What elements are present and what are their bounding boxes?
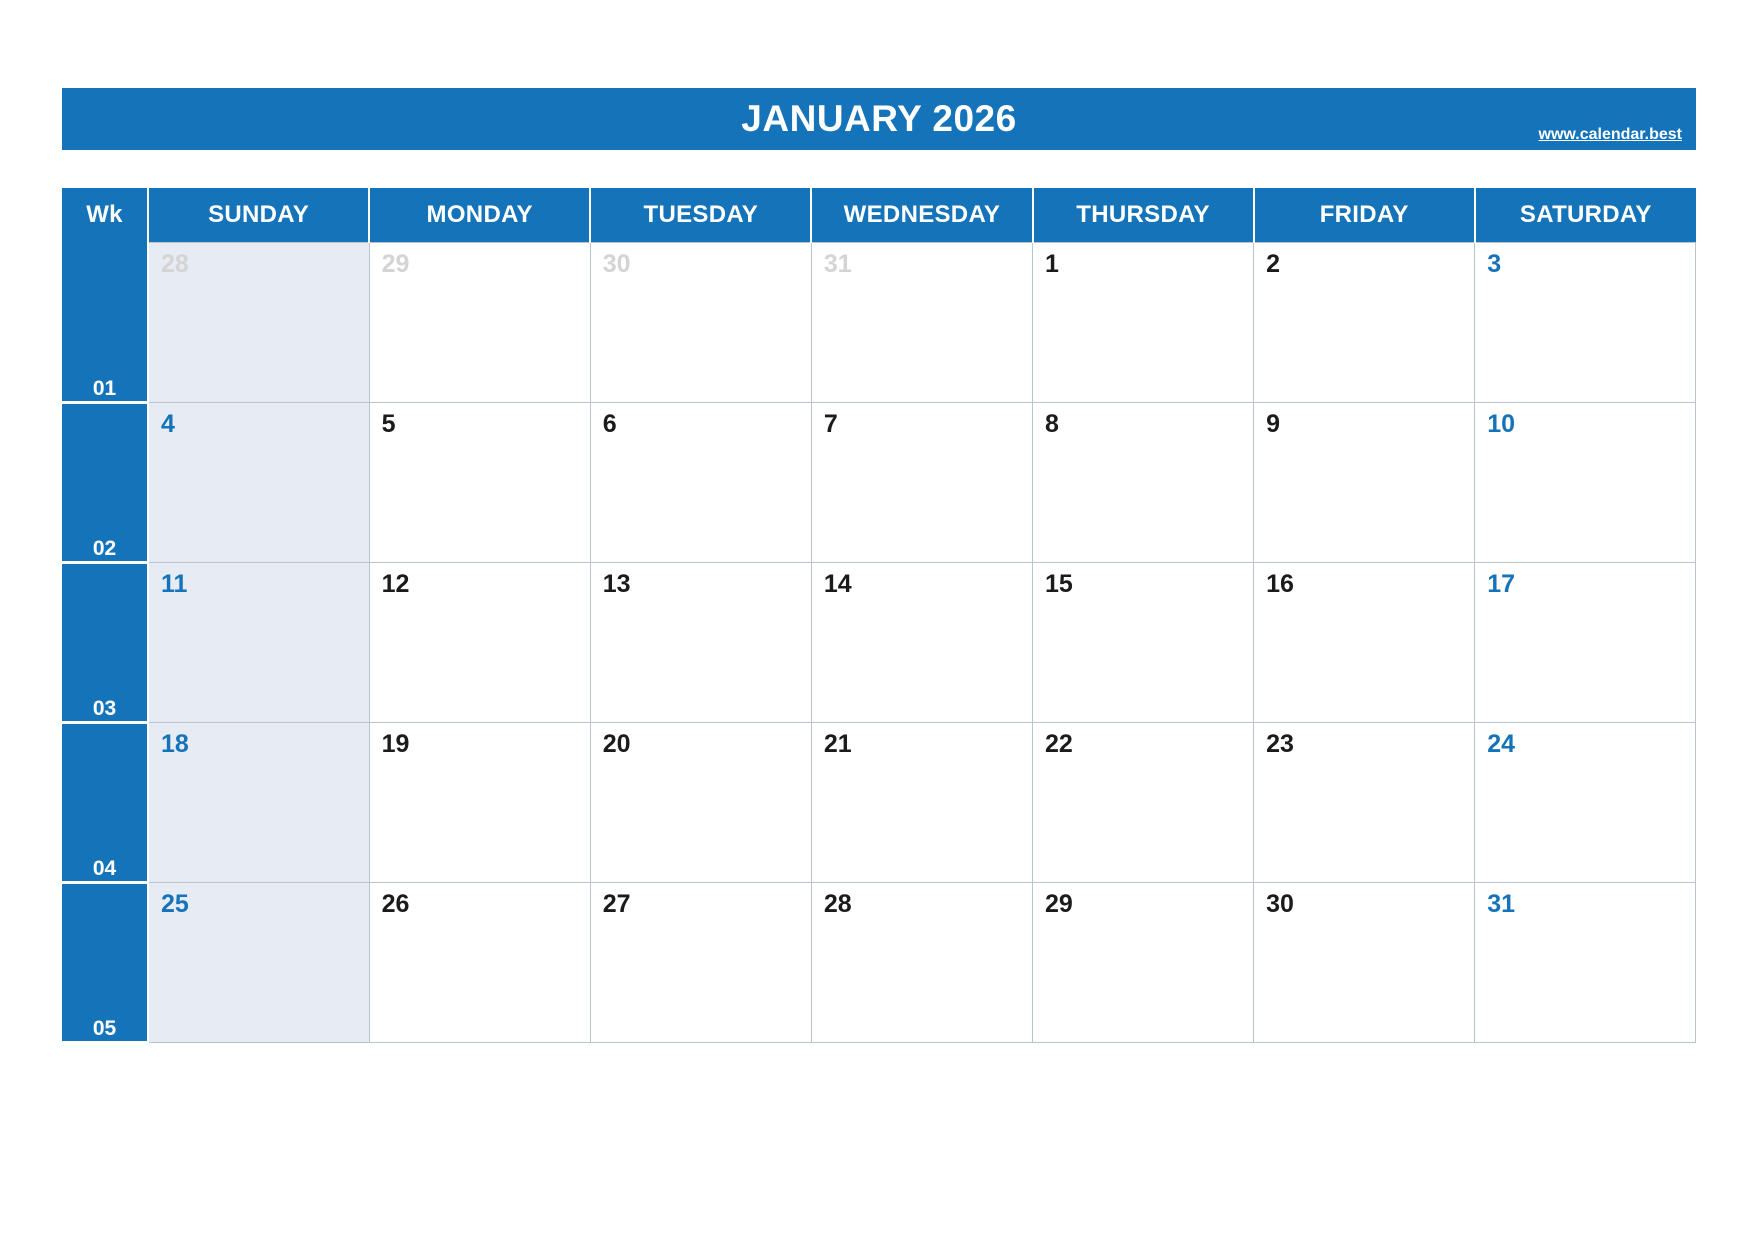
day-number: 14: [823, 570, 852, 598]
day-number: 20: [602, 730, 631, 758]
day-cell[interactable]: [590, 403, 811, 563]
day-cell[interactable]: [369, 563, 590, 723]
page-title: JANUARY 2026: [741, 98, 1017, 139]
day-number: 11: [161, 570, 188, 598]
day-cell[interactable]: [1254, 243, 1475, 403]
day-number: 31: [823, 250, 852, 278]
day-cell[interactable]: [811, 883, 1032, 1043]
day-cell[interactable]: [811, 403, 1032, 563]
day-cell[interactable]: [369, 883, 590, 1043]
day-number: 9: [1266, 410, 1281, 438]
day-number: 2: [1266, 250, 1281, 278]
column-header-thursday: THURSDAY: [1033, 188, 1254, 243]
day-cell[interactable]: [1475, 403, 1696, 563]
calendar-title-bar: [62, 88, 1696, 150]
day-cell[interactable]: [148, 563, 369, 723]
day-number: 18: [161, 730, 189, 758]
day-cell[interactable]: [369, 403, 590, 563]
calendar-week-row: [62, 883, 1696, 1043]
day-number: 13: [602, 570, 631, 598]
day-number: 28: [161, 250, 189, 278]
column-header-week: Wk: [62, 188, 148, 243]
day-cell[interactable]: [1033, 723, 1254, 883]
day-number: 7: [823, 410, 838, 438]
calendar-week-row: [62, 723, 1696, 883]
column-header-wednesday: WEDNESDAY: [811, 188, 1032, 243]
day-cell[interactable]: [1033, 243, 1254, 403]
day-number: 23: [1266, 730, 1294, 758]
day-cell[interactable]: [811, 723, 1032, 883]
day-cell[interactable]: [148, 723, 369, 883]
day-number: 29: [1045, 890, 1073, 918]
day-number: 8: [1045, 410, 1059, 438]
day-number: 3: [1487, 250, 1502, 278]
website-link[interactable]: www.calendar.best: [1538, 126, 1682, 143]
day-cell[interactable]: [1254, 563, 1475, 723]
column-header-tuesday: TUESDAY: [590, 188, 811, 243]
day-cell[interactable]: [1475, 883, 1696, 1043]
calendar-grid: [62, 188, 1696, 1044]
column-header-friday: FRIDAY: [1254, 188, 1475, 243]
day-cell[interactable]: [148, 403, 369, 563]
day-number: 22: [1045, 730, 1073, 758]
day-number: 5: [381, 410, 396, 438]
day-number: 16: [1266, 570, 1294, 598]
day-cell[interactable]: [148, 883, 369, 1043]
day-number: 1: [1045, 250, 1059, 278]
day-cell[interactable]: [1254, 403, 1475, 563]
day-cell[interactable]: [590, 723, 811, 883]
week-number-cell: 01: [62, 243, 148, 403]
column-header-monday: MONDAY: [369, 188, 590, 243]
day-number: 25: [161, 890, 189, 918]
day-number: 19: [381, 730, 410, 758]
day-number: 24: [1487, 730, 1516, 758]
day-cell[interactable]: [811, 243, 1032, 403]
day-number: 4: [161, 410, 175, 438]
column-header-saturday: SATURDAY: [1475, 188, 1696, 243]
calendar-week-row: [62, 243, 1696, 403]
day-cell[interactable]: [369, 723, 590, 883]
day-cell[interactable]: [1033, 883, 1254, 1043]
day-cell[interactable]: [811, 563, 1032, 723]
day-cell[interactable]: [1254, 883, 1475, 1043]
week-number-cell: 04: [62, 723, 148, 883]
day-number: 15: [1045, 570, 1073, 598]
calendar-container: [62, 88, 1696, 1044]
day-number: 21: [823, 730, 852, 758]
day-cell[interactable]: [590, 243, 811, 403]
title-grid-spacer: [62, 150, 1696, 188]
day-cell[interactable]: [1475, 563, 1696, 723]
day-number: 26: [381, 890, 410, 918]
day-number: 27: [602, 890, 631, 918]
week-number-cell: 02: [62, 403, 148, 563]
day-number: 28: [823, 890, 852, 918]
day-number: 6: [602, 410, 617, 438]
day-number: 17: [1487, 570, 1516, 598]
day-number: 12: [381, 570, 410, 598]
week-number-cell: 05: [62, 883, 148, 1043]
calendar-body: [62, 243, 1696, 1043]
day-cell[interactable]: [1033, 563, 1254, 723]
day-cell[interactable]: [1033, 403, 1254, 563]
day-cell[interactable]: [590, 563, 811, 723]
day-number: 29: [381, 250, 410, 278]
day-cell[interactable]: [1475, 723, 1696, 883]
day-number: 10: [1487, 410, 1516, 438]
day-cell[interactable]: [590, 883, 811, 1043]
calendar-week-row: [62, 403, 1696, 563]
day-cell[interactable]: [1254, 723, 1475, 883]
day-number: 30: [602, 250, 631, 278]
week-number-cell: 03: [62, 563, 148, 723]
calendar-header-row: [62, 188, 1696, 243]
column-header-sunday: SUNDAY: [148, 188, 369, 243]
day-cell[interactable]: [369, 243, 590, 403]
calendar-week-row: [62, 563, 1696, 723]
day-number: 30: [1266, 890, 1294, 918]
day-number: 31: [1487, 890, 1516, 918]
day-cell[interactable]: [148, 243, 369, 403]
day-cell[interactable]: [1475, 243, 1696, 403]
